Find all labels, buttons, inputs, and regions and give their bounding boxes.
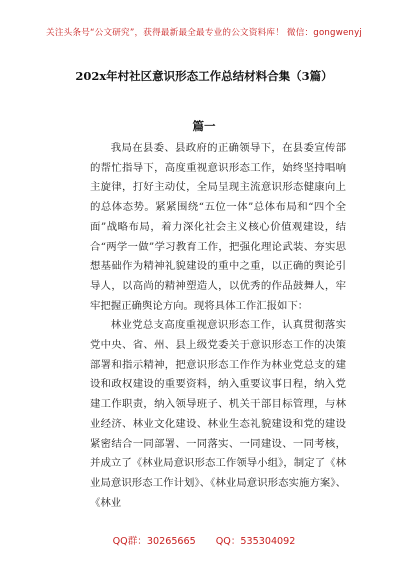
promo-header: 关注头条号“公文研究”，获得最新最全最专业的公文资料库！ 微信：gongwenyj — [46, 28, 362, 38]
body-paragraph-1: 我局在县委、县政府的正确领导下，在县委宣传部的帮忙指导下，高度重视意识形态工作，始终坚持唱响主旋律，打好主动仗，全局呈现主流意识形态健康向上的总体态势。紧紧围绕“五位一体”总体布局和“四个全面”战略布局，着力深化社会主义核心价值观建设，结合“两学一做”学习教育工作，把强化理论武装、夯实思想基础作为精神礼貌建设的重中之重，以正确的舆论引导人，以高尚的精神塑造人，以优秀的作品鼓舞人，牢牢把握正确舆论方向。现将具体工作汇报如下： — [90, 142, 346, 312]
qq-group-text: QQ群：30265665 — [112, 536, 196, 547]
document-body — [90, 139, 346, 513]
contact-footer — [0, 533, 408, 547]
qq-number-text: QQ：535304092 — [215, 536, 296, 547]
section-heading: 篇一 — [192, 119, 216, 133]
document-title: 202x年村社区意识形态工作总结材料合集（3篇） — [75, 69, 333, 83]
body-paragraph-2: 林业党总支高度重视意识形态工作，认真贯彻落实党中央、省、州、县上级党委关于意识形态工作的决策部署和指示精神，把意识形态工作作为林业党总支的建设和政权建设的重要资料，纳入重要议事日程，纳入党建工作职责，纳入领导班子、机关干部目标管理，与林业经济、林业文化建设、林业生态礼貌建设和党的建设紧密结合一同部署、一同落实、一同建设、一同考核，并成立了《林业局意识形态工作领导小组》，制定了《林业局意识形态工作计划》、《林业局意识形态实施方案》、《林业 — [90, 319, 346, 509]
